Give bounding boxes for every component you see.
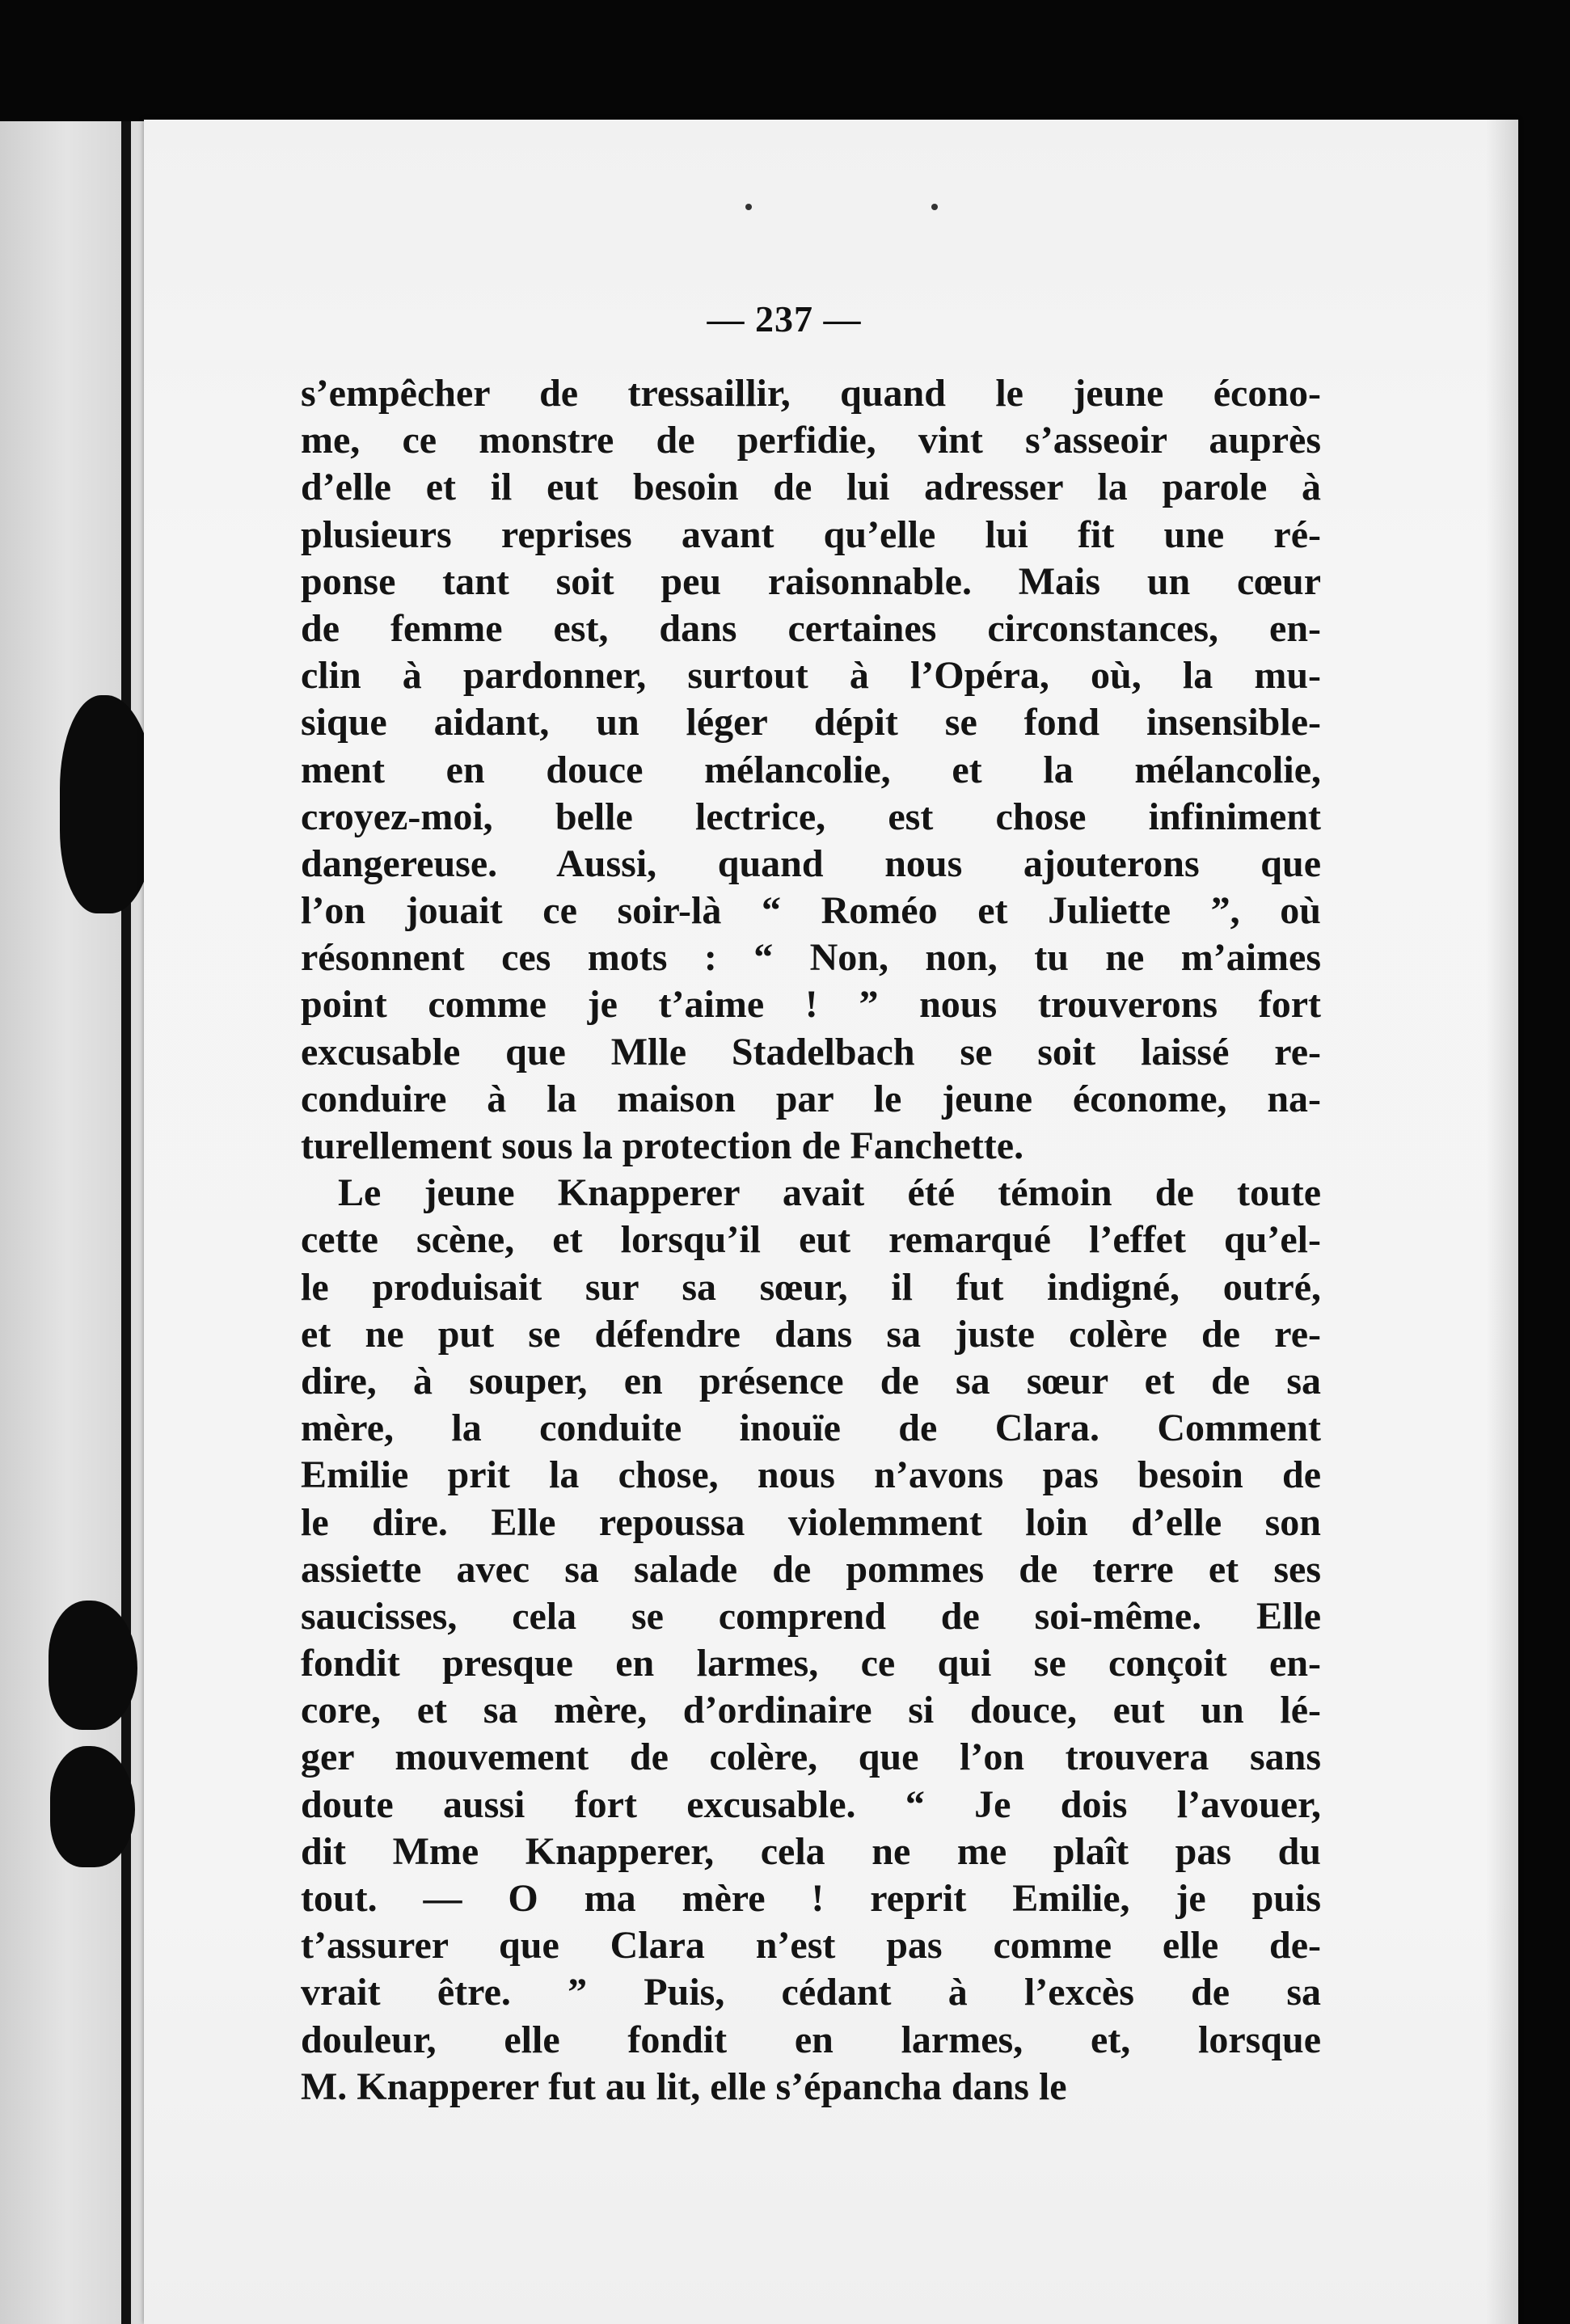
text-line: ger mouvement de colère, que l’on trouvera sans	[301, 1736, 1321, 1779]
text-line: sique aidant, un léger dépit se fond insensible-	[301, 701, 1321, 744]
text-line: core, et sa mère, d’ordinaire si douce, eut un lé-	[301, 1689, 1321, 1732]
text-line: turellement sous la protection de Fanchette.	[301, 1124, 1024, 1167]
text-line: excusable que Mlle Stadelbach se soit laissé re-	[301, 1030, 1321, 1073]
text-line: d’elle et il eut besoin de lui adresser la parole à	[301, 466, 1321, 509]
text-line: ponse tant soit peu raisonnable. Mais un cœur	[301, 559, 1321, 603]
scan-speck	[931, 204, 938, 210]
text-line: Le jeune Knapperer avait été témoin de toute	[338, 1171, 1321, 1215]
text-line: de femme est, dans certaines circonstances, en-	[301, 606, 1321, 650]
text-line: mère, la conduite inouïe de Clara. Comment	[301, 1407, 1321, 1450]
text-line: cette scène, et lorsqu’il eut remarqué l’effet qu’el-	[301, 1218, 1321, 1262]
text-line: doute aussi fort excusable. “ Je dois l’avouer,	[301, 1782, 1321, 1826]
text-line: M. Knapperer fut au lit, elle s’épancha dans le	[301, 2065, 1067, 2108]
text-line: assiette avec sa salade de pommes de terre et ses	[301, 1547, 1321, 1591]
text-line: s’empêcher de tressaillir, quand le jeune écono-	[301, 372, 1321, 415]
text-line: dit Mme Knapperer, cela ne me plaît pas du	[301, 1829, 1321, 1873]
text-line: Emilie prit la chose, nous n’avons pas besoin de	[301, 1453, 1321, 1497]
text-line: t’assurer que Clara n’est pas comme elle de-	[301, 1924, 1321, 1968]
text-line: le dire. Elle repoussa violemment loin d’elle son	[301, 1500, 1321, 1544]
text-line: fondit presque en larmes, ce qui se conçoit en-	[301, 1642, 1321, 1685]
text-line: me, ce monstre de perfidie, vint s’asseoir auprès	[301, 419, 1321, 462]
text-line: dire, à souper, en présence de sa sœur et de sa	[301, 1359, 1321, 1402]
text-line: douleur, elle fondit en larmes, et, lorsque	[301, 2018, 1321, 2061]
text-line: plusieurs reprises avant qu’elle lui fit une ré-	[301, 512, 1321, 556]
text-line: conduire à la maison par le jeune économe, na-	[301, 1077, 1321, 1120]
page-number: — 237 —	[707, 298, 862, 340]
text-line: saucisses, cela se comprend de soi-même. Elle	[301, 1594, 1321, 1638]
text-line: dangereuse. Aussi, quand nous ajouterons que	[301, 841, 1321, 885]
text-line: tout. — O ma mère ! reprit Emilie, je puis	[301, 1877, 1321, 1920]
text-line: clin à pardonner, surtout à l’Opéra, où, la mu-	[301, 654, 1321, 698]
text-line: et ne put se défendre dans sa juste colère de re-	[301, 1312, 1321, 1356]
text-line: croyez-moi, belle lectrice, est chose infiniment	[301, 795, 1321, 838]
scan-speck	[745, 204, 752, 210]
page-edge-shadow	[1486, 120, 1518, 2324]
text-line: point comme je t’aime ! ” nous trouverons fort	[301, 983, 1321, 1027]
body-text	[301, 370, 1321, 2111]
gutter	[131, 121, 144, 2324]
text-line: vrait être. ” Puis, cédant à l’excès de sa	[301, 1971, 1321, 2014]
text-line: résonnent ces mots : “ Non, non, tu ne m’aimes	[301, 936, 1321, 980]
facing-page-edge	[0, 121, 121, 2324]
text-line: l’on jouait ce soir-là “ Roméo et Juliette ”, où	[301, 889, 1321, 933]
text-line: le produisait sur sa sœur, il fut indigné, outré,	[301, 1265, 1321, 1309]
text-line: ment en douce mélancolie, et la mélancolie,	[301, 748, 1321, 791]
book-binding	[121, 121, 131, 2324]
